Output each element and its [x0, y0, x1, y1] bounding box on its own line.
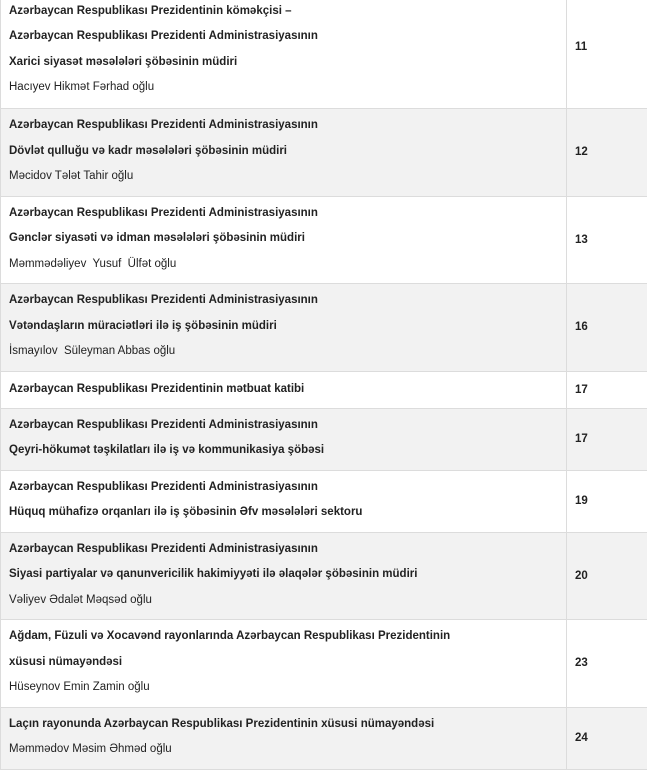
- position-line: Siyasi partiyalar və qanunvericilik hakimiyyəti ilə əlaqələr şöbəsinin müdiri: [9, 562, 558, 588]
- position-cell: [1, 470, 567, 532]
- official-name: Vəliyev Ədalət Məqsəd oğlu: [9, 588, 558, 614]
- position-cell: [1, 371, 567, 408]
- officials-table-body: [1, 0, 647, 769]
- official-name: Hacıyev Hikmət Fərhad oğlu: [9, 75, 558, 101]
- position-line: Azərbaycan Respublikası Prezidenti Administrasiyasının: [9, 537, 558, 563]
- position-line: Azərbaycan Respublikası Prezidenti Administrasiyasının: [9, 24, 558, 50]
- position-line: Xarici siyasət məsələləri şöbəsinin müdiri: [9, 50, 558, 76]
- position-line: Azərbaycan Respublikası Prezidentinin köməkçisi –: [9, 0, 558, 24]
- table-row: [1, 196, 647, 284]
- number-cell: 20: [567, 532, 647, 620]
- position-line: Azərbaycan Respublikası Prezidenti Administrasiyasının: [9, 475, 558, 501]
- position-cell: [1, 0, 567, 109]
- position-line: Ağdam, Füzuli və Xocavənd rayonlarında Azərbaycan Respublikası Prezidentinin: [9, 624, 558, 650]
- position-line: Hüquq mühafizə orqanları ilə iş şöbəsinin Əfv məsələləri sektoru: [9, 500, 558, 526]
- table-row: [1, 109, 647, 197]
- position-cell: [1, 196, 567, 284]
- table-row: [1, 532, 647, 620]
- number-cell: 11: [567, 0, 647, 109]
- position-cell: [1, 284, 567, 372]
- table-row: [1, 371, 647, 408]
- number-cell: 17: [567, 371, 647, 408]
- position-cell: [1, 109, 567, 197]
- table-row: [1, 470, 647, 532]
- position-line: Azərbaycan Respublikası Prezidenti Administrasiyasının: [9, 201, 558, 227]
- position-cell: [1, 620, 567, 708]
- position-cell: [1, 408, 567, 470]
- table-row: [1, 408, 647, 470]
- official-name: Hüseynov Emin Zamin oğlu: [9, 675, 558, 701]
- position-line: Dövlət qulluğu və kadr məsələləri şöbəsinin müdiri: [9, 139, 558, 165]
- official-name: Məcidov Tələt Tahir oğlu: [9, 164, 558, 190]
- position-cell: [1, 707, 567, 769]
- official-name: Məmmədəliyev Yusuf Ülfət oğlu: [9, 252, 558, 278]
- table-row: [1, 0, 647, 109]
- number-cell: 16: [567, 284, 647, 372]
- position-line: Azərbaycan Respublikası Prezidenti Administrasiyasının: [9, 288, 558, 314]
- number-cell: 24: [567, 707, 647, 769]
- table-row: [1, 707, 647, 769]
- position-line: Qeyri-hökumət təşkilatları ilə iş və kommunikasiya şöbəsi: [9, 438, 558, 464]
- table-row: [1, 620, 647, 708]
- number-cell: 17: [567, 408, 647, 470]
- official-name: İsmayılov Süleyman Abbas oğlu: [9, 339, 558, 365]
- position-line: Gənclər siyasəti və idman məsələləri şöbəsinin müdiri: [9, 226, 558, 252]
- position-line: xüsusi nümayəndəsi: [9, 650, 558, 676]
- number-cell: 23: [567, 620, 647, 708]
- position-line: Azərbaycan Respublikası Prezidenti Administrasiyasının: [9, 113, 558, 139]
- position-line: Azərbaycan Respublikası Prezidentinin mətbuat katibi: [9, 377, 558, 403]
- position-cell: [1, 532, 567, 620]
- position-line: Vətəndaşların müraciətləri ilə iş şöbəsinin müdiri: [9, 314, 558, 340]
- table-row: [1, 284, 647, 372]
- number-cell: 19: [567, 470, 647, 532]
- number-cell: 13: [567, 196, 647, 284]
- position-line: Azərbaycan Respublikası Prezidenti Administrasiyasının: [9, 413, 558, 439]
- position-line: Laçın rayonunda Azərbaycan Respublikası Prezidentinin xüsusi nümayəndəsi: [9, 712, 558, 738]
- official-name: Məmmədov Məsim Əhməd oğlu: [9, 737, 558, 763]
- number-cell: 12: [567, 109, 647, 197]
